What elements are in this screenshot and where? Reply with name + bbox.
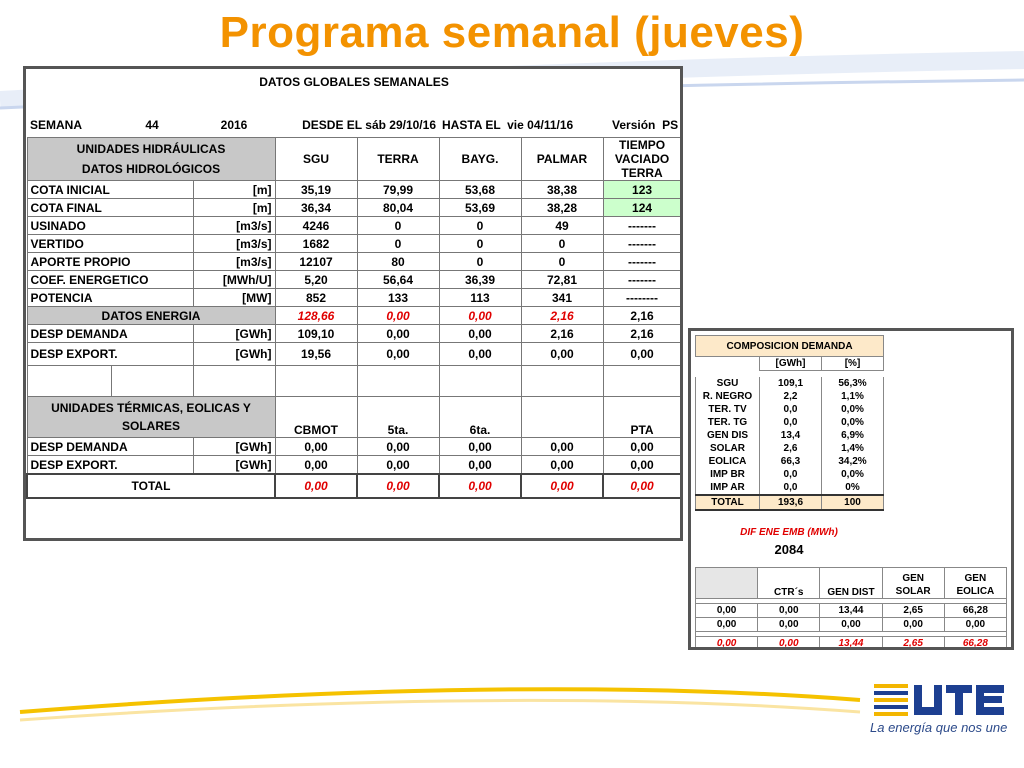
semana-label: SEMANA [30, 118, 83, 132]
t-dem-pta: 0,00 [603, 438, 681, 456]
hydro-row-label: COTA INICIAL [27, 181, 193, 199]
t-exp-5ta: 0,00 [357, 456, 439, 475]
energy-terra: 0,00 [357, 307, 439, 325]
col-6ta: 6ta. [439, 397, 521, 438]
gen-header-blank [696, 568, 758, 599]
logo-stripes-icon [874, 684, 908, 716]
comp-cell: 0,0% [822, 468, 884, 481]
gen-r2-c4: 0,00 [882, 618, 944, 632]
col-bayg: BAYG. [439, 138, 521, 181]
desde-range: DESDE EL sáb 29/10/16 [302, 118, 436, 132]
comp-cell: IMP BR [696, 468, 760, 481]
hydro-cell: 4246 [275, 217, 357, 235]
desp-demanda-palmar: 2,16 [521, 325, 603, 343]
gen-r2-c5: 0,00 [944, 618, 1006, 632]
comp-cell: R. NEGRO [696, 390, 760, 403]
hydro-cell: 113 [439, 289, 521, 307]
col-sgu: SGU [275, 138, 357, 181]
hydro-row-unit: [MW] [193, 289, 275, 307]
hydro-row-unit: [MWh/U] [193, 271, 275, 289]
energy-data-label: DATOS ENERGIA [27, 307, 275, 325]
hydro-row [27, 289, 681, 307]
comp-row [696, 442, 884, 455]
desp-demanda-bayg: 0,00 [439, 325, 521, 343]
global-weekly-data-sheet [23, 66, 683, 541]
t-exp-cbmot: 0,00 [275, 456, 357, 475]
hydro-cell: 79,99 [357, 181, 439, 199]
desp-export-sgu: 19,56 [275, 343, 357, 366]
comp-cell: 0,0 [760, 403, 822, 416]
hasta-range: HASTA EL vie 04/11/16 [442, 118, 574, 132]
comp-cell: 1,1% [822, 390, 884, 403]
comp-cell: TER. TV [696, 403, 760, 416]
gen-header-gen-solar: GEN SOLAR [882, 568, 944, 599]
hydro-cell: 0 [439, 217, 521, 235]
comp-cell: IMP AR [696, 481, 760, 495]
total-cbmot: 0,00 [275, 474, 357, 498]
gen-header-gen-eolica: GEN EOLICA [944, 568, 1006, 599]
total-pta: 0,00 [603, 474, 681, 498]
hydro-row [27, 217, 681, 235]
hydro-row [27, 199, 681, 217]
comp-cell: EOLICA [696, 455, 760, 468]
composition-table [695, 335, 884, 511]
hydro-cell: 124 [603, 199, 681, 217]
t-desp-demanda-label: DESP DEMANDA [27, 438, 193, 456]
comp-cell: 109,1 [760, 377, 822, 390]
hydro-cell: 0 [357, 217, 439, 235]
comp-cell: SOLAR [696, 442, 760, 455]
desp-demanda-unit: [GWh] [193, 325, 275, 343]
hydro-cell: 38,28 [521, 199, 603, 217]
col-palmar: PALMAR [521, 138, 603, 181]
empty-spacer-row [27, 366, 681, 397]
comp-cell: 0,0 [760, 468, 822, 481]
comp-total-pct: 100 [822, 495, 884, 510]
col-pta: PTA [603, 397, 681, 438]
comp-cell: 6,9% [822, 429, 884, 442]
hydro-row-unit: [m3/s] [193, 253, 275, 271]
t-exp-6ta: 0,00 [439, 456, 521, 475]
hydro-row [27, 253, 681, 271]
comp-row [696, 429, 884, 442]
page-title: Programa semanal (jueves) [219, 8, 805, 57]
col-terra: TERRA [357, 138, 439, 181]
hydro-row-unit: [m] [193, 181, 275, 199]
gen-r1-c2: 0,00 [758, 604, 820, 618]
desp-demanda-tiempo: 2,16 [603, 325, 681, 343]
col-tiempo-vaciado: TIEMPO VACIADO TERRA [603, 138, 681, 181]
hydro-cell: ------- [603, 253, 681, 271]
comp-row [696, 468, 884, 481]
version-info: Versión PS [612, 118, 679, 132]
comp-cell: 66,3 [760, 455, 822, 468]
comp-cell: TER. TG [696, 416, 760, 429]
demand-composition-panel [688, 328, 1014, 650]
desp-demanda-terra: 0,00 [357, 325, 439, 343]
semana-year: 2016 [220, 118, 248, 132]
t-desp-export-label: DESP EXPORT. [27, 456, 193, 475]
hydro-cell: 80 [357, 253, 439, 271]
hydro-cell: 49 [521, 217, 603, 235]
t-exp-blank: 0,00 [521, 456, 603, 475]
total-6ta: 0,00 [439, 474, 521, 498]
gen-header-ctrs: CTR´s [758, 568, 820, 599]
desp-export-terra: 0,00 [357, 343, 439, 366]
gen-r1-c3: 13,44 [820, 604, 882, 618]
hydro-cell: 0 [439, 235, 521, 253]
hydro-cell: ------- [603, 235, 681, 253]
gen-r2-c1: 0,00 [696, 618, 758, 632]
hydro-cell: 341 [521, 289, 603, 307]
gen-r1-c4: 2,65 [882, 604, 944, 618]
footer-slogan: La energía que nos une [870, 720, 1008, 735]
col-cbmot: CBMOT [275, 397, 357, 438]
hydro-row-label: COTA FINAL [27, 199, 193, 217]
comp-cell: 0,0% [822, 403, 884, 416]
comp-cell: 2,2 [760, 390, 822, 403]
desp-export-bayg: 0,00 [439, 343, 521, 366]
gen-r3-c5: 66,28 [944, 637, 1006, 651]
hydro-cell: 852 [275, 289, 357, 307]
hydro-cell: 0 [357, 235, 439, 253]
hydro-cell: 72,81 [521, 271, 603, 289]
comp-header-gwh: [GWh] [760, 357, 822, 371]
comp-cell: 1,4% [822, 442, 884, 455]
comp-cell: 0% [822, 481, 884, 495]
hydro-cell: 56,64 [357, 271, 439, 289]
hydro-row-label: POTENCIA [27, 289, 193, 307]
hydro-row-label: VERTIDO [27, 235, 193, 253]
total-label: TOTAL [27, 474, 275, 498]
total-blank: 0,00 [521, 474, 603, 498]
hydro-cell: -------- [603, 289, 681, 307]
comp-cell: 0,0% [822, 416, 884, 429]
col-5ta: 5ta. [357, 397, 439, 438]
desp-export-tiempo: 0,00 [603, 343, 681, 366]
hydro-row-label: COEF. ENERGETICO [27, 271, 193, 289]
hydro-cell: 53,69 [439, 199, 521, 217]
thermal-units-header: UNIDADES TÉRMICAS, EOLICAS Y SOLARES [27, 397, 275, 438]
gen-r1-c1: 0,00 [696, 604, 758, 618]
desp-export-unit: [GWh] [193, 343, 275, 366]
total-5ta: 0,00 [357, 474, 439, 498]
hydro-cell: 36,34 [275, 199, 357, 217]
gen-r2-c3: 0,00 [820, 618, 882, 632]
hydro-row [27, 271, 681, 289]
gen-r1-c5: 66,28 [944, 604, 1006, 618]
desp-export-palmar: 0,00 [521, 343, 603, 366]
hydro-cell: 123 [603, 181, 681, 199]
gen-header-gen-dist: GEN DIST [820, 568, 882, 599]
hydro-cell: 80,04 [357, 199, 439, 217]
t-desp-export-unit: [GWh] [193, 456, 275, 475]
comp-row [696, 377, 884, 390]
comp-cell: 2,6 [760, 442, 822, 455]
gen-r2-c2: 0,00 [758, 618, 820, 632]
comp-cell: SGU [696, 377, 760, 390]
comp-cell: 34,2% [822, 455, 884, 468]
t-dem-cbmot: 0,00 [275, 438, 357, 456]
comp-header-pct: [%] [822, 357, 884, 371]
comp-cell: 0,0 [760, 481, 822, 495]
desp-demanda-sgu: 109,10 [275, 325, 357, 343]
comp-row [696, 403, 884, 416]
gen-r3-c3: 13,44 [820, 637, 882, 651]
t-dem-5ta: 0,00 [357, 438, 439, 456]
hydro-cell: 36,39 [439, 271, 521, 289]
comp-cell: 56,3% [822, 377, 884, 390]
comp-row [696, 455, 884, 468]
hydro-cell: 0 [521, 253, 603, 271]
hydro-row-unit: [m3/s] [193, 235, 275, 253]
comp-row [696, 390, 884, 403]
sheet-heading: DATOS GLOBALES SEMANALES [259, 75, 449, 89]
hydraulic-units-header: UNIDADES HIDRÁULICAS DATOS HIDROLÓGICOS [27, 138, 275, 181]
comp-header-blank [696, 357, 760, 371]
energy-palmar: 2,16 [521, 307, 603, 325]
hydro-cell: 0 [439, 253, 521, 271]
hydro-cell: ------- [603, 271, 681, 289]
hydro-row [27, 181, 681, 199]
desp-export-label: DESP EXPORT. [27, 343, 193, 366]
comp-row [696, 481, 884, 495]
hydro-row-label: APORTE PROPIO [27, 253, 193, 271]
gen-r3-c1: 0,00 [696, 637, 758, 651]
hydro-cell: 0 [521, 235, 603, 253]
comp-row [696, 416, 884, 429]
composition-title: COMPOSICION DEMANDA [696, 336, 884, 357]
energy-sgu: 128,66 [275, 307, 357, 325]
dif-ene-emb-label: DIF ENE EMB (MWh) [740, 527, 838, 538]
t-dem-blank: 0,00 [521, 438, 603, 456]
comp-cell: GEN DIS [696, 429, 760, 442]
hydro-cell: 35,19 [275, 181, 357, 199]
ute-logo [874, 682, 1006, 718]
hydro-cell: 12107 [275, 253, 357, 271]
desp-demanda-label: DESP DEMANDA [27, 325, 193, 343]
hydro-row-label: USINADO [27, 217, 193, 235]
hydro-cell: 53,68 [439, 181, 521, 199]
hydro-cell: 1682 [275, 235, 357, 253]
energy-tiempo: 2,16 [603, 307, 681, 325]
semana-number: 44 [145, 118, 159, 132]
hydro-row [27, 235, 681, 253]
comp-cell: 13,4 [760, 429, 822, 442]
t-dem-6ta: 0,00 [439, 438, 521, 456]
hydro-cell: 133 [357, 289, 439, 307]
hydro-row-unit: [m3/s] [193, 217, 275, 235]
hydro-row-unit: [m] [193, 199, 275, 217]
t-exp-pta: 0,00 [603, 456, 681, 475]
t-desp-demanda-unit: [GWh] [193, 438, 275, 456]
generation-table [695, 567, 1007, 650]
energy-bayg: 0,00 [439, 307, 521, 325]
dif-ene-emb-value: 2084 [774, 542, 804, 557]
gen-r3-c2: 0,00 [758, 637, 820, 651]
comp-total-label: TOTAL [696, 495, 760, 510]
hydro-cell: ------- [603, 217, 681, 235]
gen-r3-c4: 2,65 [882, 637, 944, 651]
hydro-cell: 38,38 [521, 181, 603, 199]
hydro-cell: 5,20 [275, 271, 357, 289]
comp-cell: 0,0 [760, 416, 822, 429]
col-blank [521, 397, 603, 438]
comp-total-gwh: 193,6 [760, 495, 822, 510]
